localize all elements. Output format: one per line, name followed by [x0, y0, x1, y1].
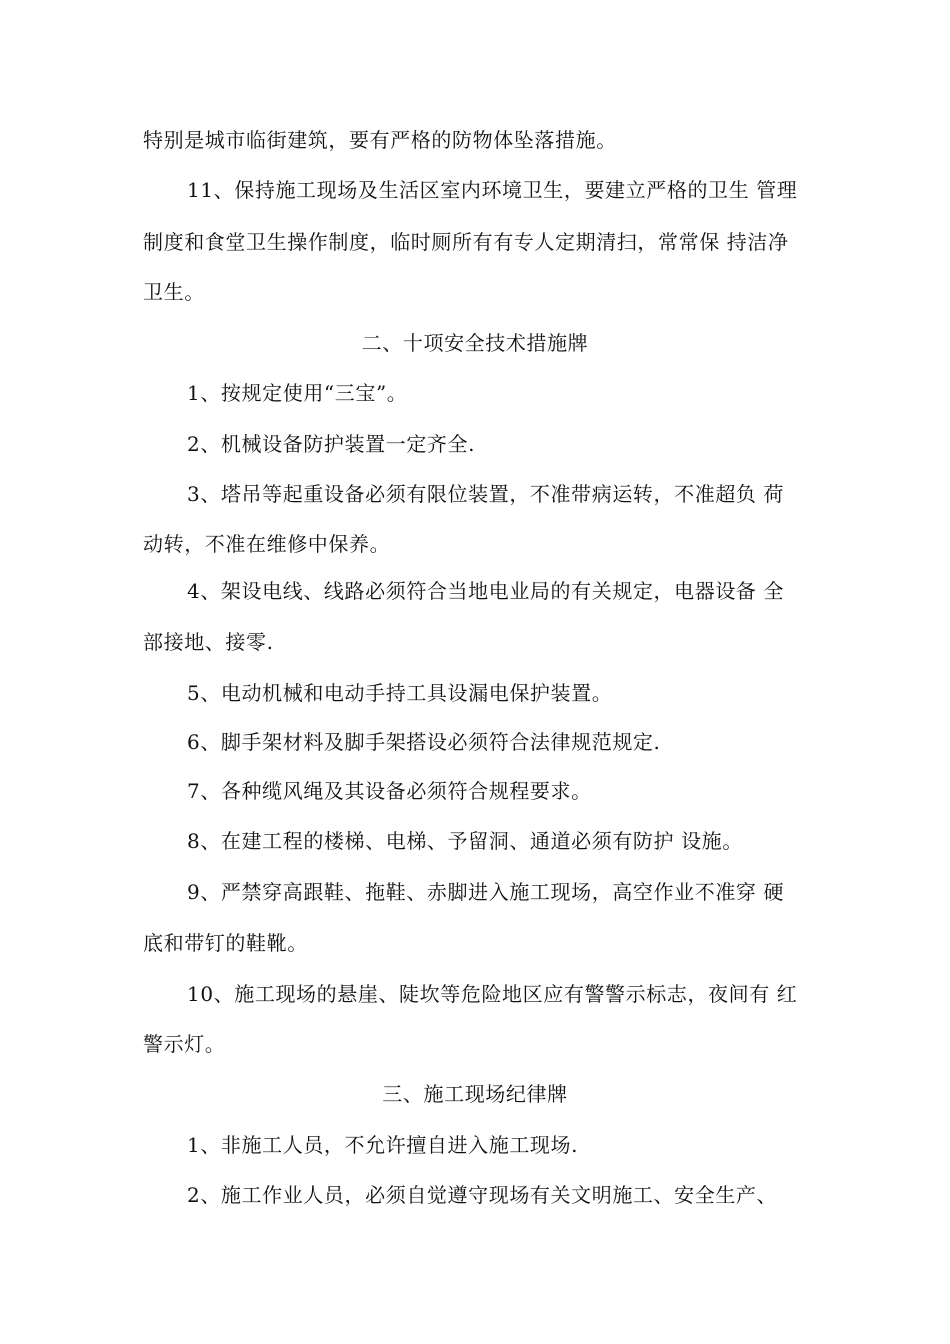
list-item: 1、按规定使用“三宝”。 [187, 381, 408, 405]
list-item: 3、塔吊等起重设备必须有限位装置，不准带病运转，不准超负 荷 [187, 482, 785, 506]
paragraph-line: 11、保持施工现场及生活区室内环境卫生，要建立严格的卫生 管理 [187, 178, 798, 202]
list-item: 10、施工现场的悬崖、陡坎等危险地区应有警警示标志，夜间有 红 [187, 982, 798, 1006]
paragraph-line: 特别是城市临街建筑，要有严格的防物体坠落措施。 [143, 128, 617, 152]
list-item: 2、施工作业人员，必须自觉遵守现场有关文明施工、安全生产、 [187, 1183, 778, 1207]
paragraph-line: 卫生。 [143, 280, 205, 304]
list-item: 4、架设电线、线路必须符合当地电业局的有关规定，电器设备 全 [187, 579, 785, 603]
section-heading: 三、施工现场纪律牌 [382, 1082, 568, 1106]
list-item: 2、机械设备防护装置一定齐全. [187, 432, 476, 456]
list-item: 7、各种缆风绳及其设备必须符合规程要求。 [187, 779, 592, 803]
list-item: 1、非施工人员，不允许擅自进入施工现场. [187, 1133, 579, 1157]
paragraph-line: 制度和食堂卫生操作制度，临时厕所有有专人定期清扫，常常保 持洁净 [143, 230, 789, 254]
list-item: 8、在建工程的楼梯、电梯、予留洞、通道必须有防护 设施。 [187, 829, 743, 853]
paragraph-line: 部接地、接零. [143, 630, 274, 654]
paragraph-line: 底和带钉的鞋靴。 [143, 931, 308, 955]
list-item: 5、电动机械和电动手持工具设漏电保护装置。 [187, 681, 613, 705]
section-heading: 二、十项安全技术措施牌 [361, 331, 589, 355]
paragraph-line: 警示灯。 [143, 1032, 226, 1056]
paragraph-line: 动转，不准在维修中保养。 [143, 532, 391, 556]
list-item: 6、脚手架材料及脚手架搭设必须符合法律规范规定. [187, 730, 661, 754]
list-item: 9、严禁穿高跟鞋、拖鞋、赤脚进入施工现场，高空作业不准穿 硬 [187, 880, 785, 904]
